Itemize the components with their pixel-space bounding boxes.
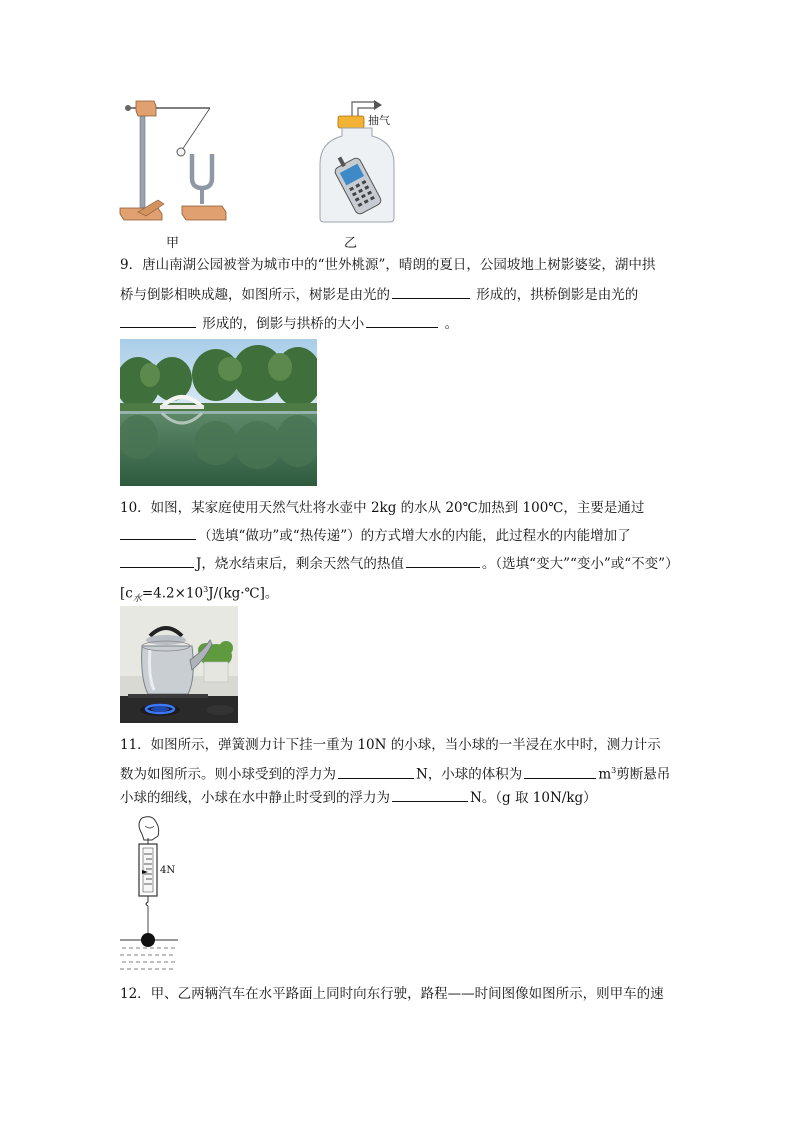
q11-line3-text-a: 小球的细线，小球在水中静止时受到的浮力为 <box>120 790 390 806</box>
scale-reading-label: 4N <box>160 865 176 876</box>
q10-line1: 10．如图，某家庭使用天然气灶将水壶中 2kg 的水从 20℃加热到 100℃，主要是通过 <box>120 500 645 516</box>
q10-blank-2[interactable] <box>120 554 194 568</box>
q11-blank-3[interactable] <box>392 788 468 802</box>
q9-blank-2[interactable] <box>120 314 196 328</box>
figure-caption-left: 甲 <box>166 236 180 251</box>
q10-line4 <box>120 581 278 608</box>
q10-line4-mid: =4.2×10 <box>141 585 204 602</box>
q9-line3-text-b: 。 <box>440 316 459 332</box>
q11-blank-1[interactable] <box>338 765 414 779</box>
q10-line4-prefix: [c <box>120 585 133 602</box>
q10-blank-3[interactable] <box>406 554 480 568</box>
q9-line3-text-a: 形成的，倒影与拱桥的大小 <box>198 316 365 332</box>
q9-line2-text-a: 桥与倒影相映成趣，如图所示，树影是由光的 <box>120 287 390 303</box>
spring-scale-figure <box>118 814 182 972</box>
q11-line2-text-d: 剪断悬吊 <box>616 766 671 783</box>
q11-line2-text-a: 数为如图所示。则小球受到的浮力为 <box>120 766 336 783</box>
q10-line4-sup: 3 <box>203 585 209 594</box>
q11-line3 <box>120 788 597 807</box>
q10-blank-1[interactable] <box>120 526 196 540</box>
q9-line2-text-b: 形成的，拱桥倒影是由光的 <box>472 287 639 303</box>
q9-blank-1[interactable] <box>392 285 470 299</box>
kettle-stove-photo <box>120 606 238 723</box>
q9-line3 <box>120 314 458 333</box>
figure-caption-right: 乙 <box>344 236 358 251</box>
q11-line2-sup: 3 <box>611 766 617 775</box>
q10-line2-text: （选填“做功”或“热传递”）的方式增大水的内能，此过程水的内能增加了 <box>198 528 631 544</box>
q10-line4-sub: 水 <box>132 594 142 605</box>
q9-line2 <box>120 285 638 304</box>
q12-line1: 12．甲、乙两辆汽车在水平路面上同时向东行驶，路程——时间图像如图所示，则甲车的速 <box>120 986 664 1002</box>
q10-line4-suffix: J/(kg·℃]。 <box>208 585 279 602</box>
q11-line1: 11．如图所示，弹簧测力计下挂一重为 10N 的小球，当小球的一半浸在水中时，测力计示 <box>120 737 661 753</box>
q10-line3-text-a: J，烧水结束后，剩余天然气的热值 <box>196 556 404 572</box>
lake-bridge-photo <box>120 339 317 486</box>
q11-line2-text-c: m <box>598 766 612 783</box>
q9-line1: 9．唐山南湖公园被誉为城市中的“世外桃源”，晴朗的夏日，公园坡地上树影婆娑，湖中拱 <box>120 257 656 273</box>
q10-line3 <box>120 554 679 573</box>
q10-line3-text-b: 。（选填“变大”“变小”或“不变”） <box>481 556 679 572</box>
q11-line3-text-b: N。（g 取 10N/kg） <box>470 790 597 806</box>
pump-label: 抽气 <box>368 114 390 127</box>
q11-line2-text-b: N，小球的体积为 <box>416 766 523 783</box>
q11-blank-2[interactable] <box>524 765 596 779</box>
q10-line2 <box>120 526 631 545</box>
q9-blank-3[interactable] <box>366 314 438 328</box>
tuning-fork-figure <box>118 96 230 226</box>
q11-line2 <box>120 762 670 784</box>
